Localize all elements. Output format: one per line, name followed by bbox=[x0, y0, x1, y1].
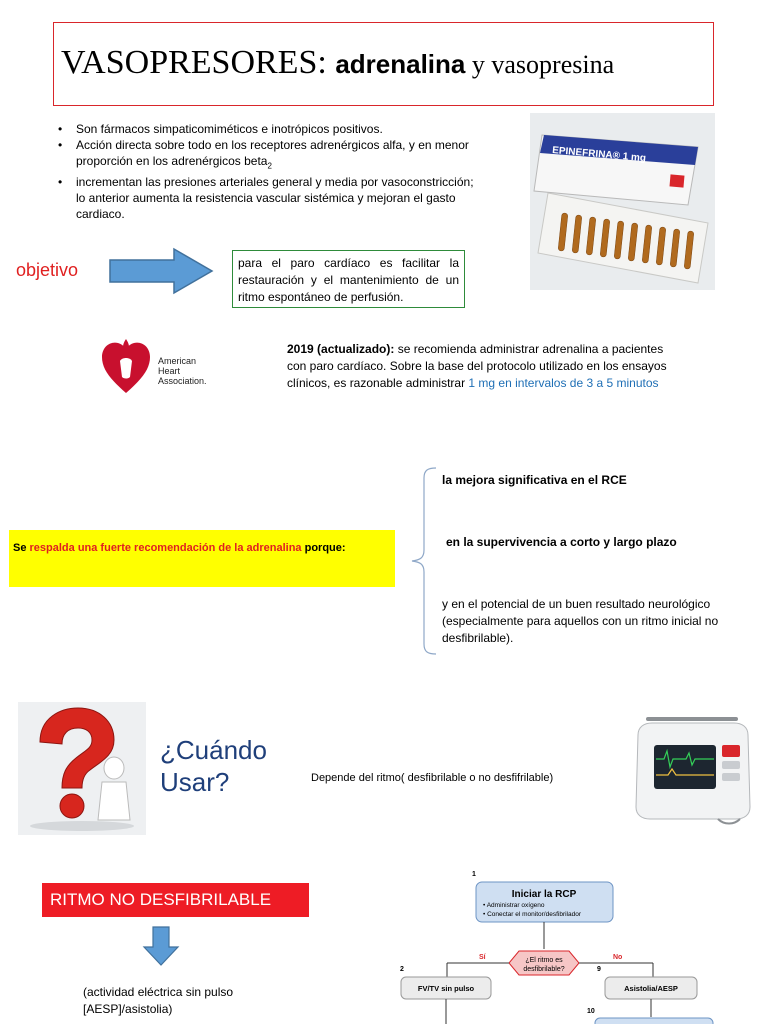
recommendation-highlight bbox=[9, 530, 395, 587]
objetivo-box: para el paro cardíaco es facilitar la restauración y el mantenimiento de un ritmo espontáneo de perfusión. bbox=[232, 250, 465, 308]
flow-step-number: 2 bbox=[400, 966, 404, 973]
bullet-list bbox=[58, 121, 478, 222]
question-mark-figure bbox=[18, 702, 146, 835]
brace-icon bbox=[400, 466, 440, 656]
aha-recommendation bbox=[287, 341, 667, 392]
actividad-line: [AESP]/asistolia) bbox=[83, 1002, 173, 1016]
title-part-vasopresina: y vasopresina bbox=[465, 50, 615, 79]
title-part-vasopresores: VASOPRESORES: bbox=[61, 44, 336, 81]
title-part-adrenalina: adrenalina bbox=[335, 49, 466, 79]
flow-step-10 bbox=[595, 1018, 713, 1024]
flow-step-number: 10 bbox=[587, 1008, 595, 1015]
flow-step-bullet: • Administrar oxígeno bbox=[483, 902, 545, 909]
bullet-text: incrementan las presiones arteriales general y media por vasoconstricción; lo anterior aumenta la resistencia vascular sistémica y mejoran el gasto cardiaco. bbox=[76, 175, 474, 222]
aha-text: se recomienda administrar adrenalina a pacientes con paro cardíaco. Sobre la base del protocolo utilizado en los ensayos clínicos, es razonable administrar bbox=[287, 342, 667, 390]
flow-step-number: 9 bbox=[597, 966, 601, 973]
aha-heart-torch-icon bbox=[100, 335, 152, 395]
aha-wordmark bbox=[158, 356, 207, 386]
arrow-right-icon bbox=[108, 247, 214, 295]
aha-wordmark-line: American bbox=[158, 356, 197, 366]
flow-decision-text: ¿El ritmo es bbox=[525, 957, 563, 964]
flow-no-label: No bbox=[613, 954, 623, 961]
flow-step-title: Iniciar la RCP bbox=[511, 889, 577, 900]
drug-box-label: EPINEFRINA® 1 mg bbox=[551, 145, 647, 165]
depende-text: Depende del ritmo( desfibrilable o no desfifrilable) bbox=[311, 772, 554, 784]
reason-item: y en el potencial de un buen resultado neurológico (especialmente para aquellos con un ritmo inicial no desfibrilable). bbox=[442, 597, 719, 645]
bullet-item bbox=[58, 174, 478, 222]
rcp-flowchart bbox=[395, 867, 725, 1024]
ritmo-no-desfibrilable-banner: RITMO NO DESFIBRILABLE bbox=[42, 883, 309, 917]
flow-step-bullet: • Conectar el monitor/desfibrilador bbox=[483, 911, 582, 918]
reason-item: en la supervivencia a corto y largo plazo bbox=[446, 535, 677, 549]
arrow-down-icon bbox=[142, 925, 180, 967]
flow-step-label: FV/TV sin pulso bbox=[417, 984, 475, 993]
title-box bbox=[53, 22, 714, 106]
recommendation-prefix: Se bbox=[13, 542, 30, 554]
epinefrina-photo bbox=[530, 113, 715, 290]
aha-wordmark-line: Heart bbox=[158, 366, 181, 376]
flow-decision-text: desfibrilable? bbox=[523, 966, 565, 973]
question-mark-icon bbox=[18, 702, 146, 835]
defibrillator-monitor-icon bbox=[628, 715, 758, 827]
cuando-line: Usar? bbox=[160, 767, 230, 797]
beta-subscript: 2 bbox=[267, 161, 272, 171]
bullet-text: Son fármacos simpaticomiméticos e inotrópicos positivos. bbox=[76, 122, 383, 136]
flow-yes-label: Sí bbox=[479, 954, 486, 961]
recommendation-suffix: porque: bbox=[301, 542, 346, 554]
epinefrina-box-illustration bbox=[530, 113, 715, 290]
recommendation-red: respalda una fuerte recomendación de la adrenalina bbox=[29, 542, 302, 554]
aha-dose: 1 mg en intervalos de 3 a 5 minutos bbox=[468, 376, 659, 390]
flow-step-number: 1 bbox=[472, 871, 476, 878]
actividad-line: (actividad eléctrica sin pulso bbox=[83, 985, 234, 999]
actividad-electrica-text bbox=[83, 984, 233, 1018]
flow-step-label: Asistolia/AESP bbox=[624, 984, 678, 993]
cuando-line: ¿Cuándo bbox=[160, 735, 267, 765]
objetivo-label: objetivo bbox=[16, 260, 79, 280]
reason-item: la mejora significativa en el RCE bbox=[442, 473, 627, 487]
aha-year-label: 2019 (actualizado): bbox=[287, 342, 395, 356]
cuando-usar-heading bbox=[160, 734, 267, 798]
bullet-item bbox=[58, 137, 478, 174]
bullet-text: Acción directa sobre todo en los receptores adrenérgicos alfa, y en menor proporción en los adrenérgicos beta bbox=[76, 138, 469, 168]
bullet-item bbox=[58, 121, 478, 137]
page-title bbox=[61, 44, 614, 82]
aha-wordmark-line: Association. bbox=[158, 376, 207, 386]
recommendation-text bbox=[13, 542, 346, 554]
